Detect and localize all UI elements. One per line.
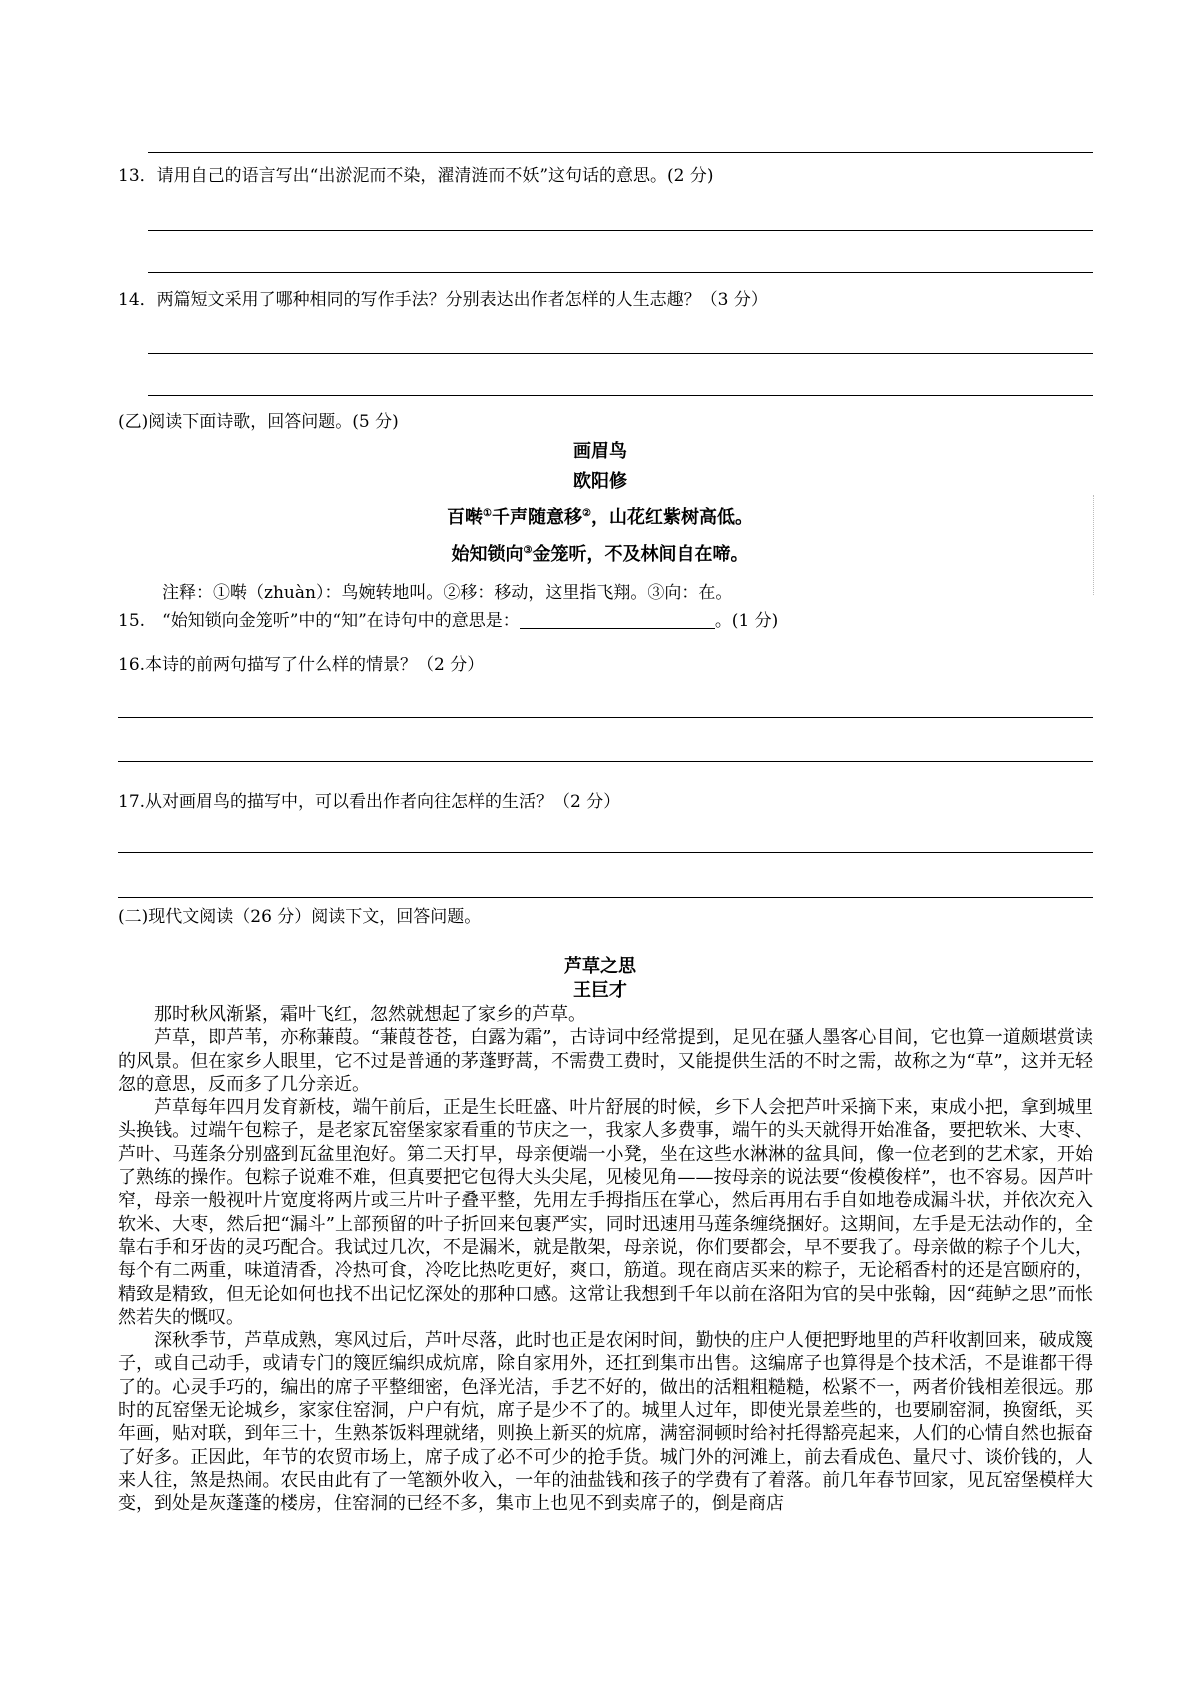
essay-paragraph: 芦草每年四月发育新枝，端午前后，正是生长旺盛、叶片舒展的时候，乡下人会把芦叶采摘下来，束成小把，拿到城里头换钱。过端午包粽子，是老家瓦窑堡家家看重的节庆之一，我家人多费事，端午的头天就得开始准备，要把软米、大枣、芦叶、马莲条分别盛到瓦盆里泡好。第二天打早，母亲便端一小凳，坐在这些水淋淋的盆具间，像一位老到的艺术家，开始了熟练的操作。包粽子说难不难，但真要把它包得大头尖尾，见棱见角——按母亲的说法要“俊模俊样”，也不容易。因芦叶窄，母亲一般视叶片宽度将两片或三片叶子叠平整，先用左手拇指压在掌心，然后再用右手自如地卷成漏斗状，并依次充入软米、大枣，然后把“漏斗”上部预留的叶子折回来包裹严实，同时迅速用马莲条缠绕捆好。这期间，左手是无法动作的，全靠右手和牙齿的灵巧配合。我试过几次，不是漏米，就是散架，母亲说，你们要都会，早不要我了。母亲做的粽子个儿大，每个有二两重，味道清香，冷热可食，冷吃比热吃更好，爽口，筋道。现在商店买来的粽子，无论稻香村的还是宫颐府的，精致是精致，但无论如何也找不出记忆深处的那种口感。这常让我想到千年以前在洛阳为官的吴中张翰，因“莼鲈之思”而怅然若失的慨叹。 [118, 1097, 1093, 1328]
answer-line [148, 272, 1093, 273]
poem-author: 欧阳修 [573, 471, 627, 492]
section-2-heading: (二)现代文阅读（26 分）阅读下文，回答问题。 [118, 907, 482, 927]
essay-paragraph: 那时秋风渐紧，霜叶飞红，忽然就想起了家乡的芦草。 [154, 1004, 586, 1025]
footnote-mark: ③ [523, 545, 533, 556]
poem-line-1 [0, 507, 1200, 529]
essay-title: 芦草之思 [564, 956, 636, 977]
question-13: 13．请用自己的语言写出“出淤泥而不染，濯清涟而不妖”这句话的意思。(2 分) [118, 166, 714, 186]
question-15-text: 15. “始知锁向金笼听”中的“知”在诗句中的意思是： [118, 611, 520, 631]
poem-line-2 [0, 544, 1200, 566]
answer-line [148, 230, 1093, 231]
answer-line [148, 395, 1093, 396]
question-17: 17.从对画眉鸟的描写中，可以看出作者向往怎样的生活？（2 分） [118, 792, 621, 812]
poem-title: 画眉鸟 [573, 441, 627, 462]
section-b-heading: (乙)阅读下面诗歌，回答问题。(5 分) [118, 412, 399, 432]
answer-line [148, 353, 1093, 354]
poem-line-1-part-c: ，山花红紫树高低。 [590, 507, 753, 528]
essay-author: 王巨才 [573, 980, 627, 1001]
answer-line [118, 761, 1093, 762]
poem-line-2-part-b: 金笼听，不及林间自在啼。 [532, 544, 749, 565]
footnote-mark: ① [483, 508, 492, 519]
poem-line-1-part-a: 百啭 [447, 507, 484, 528]
poem-line-1-part-b: 千声随意移 [492, 507, 582, 528]
question-14: 14．两篇短文采用了哪种相同的写作手法？分别表达出作者怎样的人生志趣？（3 分） [118, 290, 768, 310]
answer-line [118, 717, 1093, 718]
margin-dotted-line [1093, 495, 1094, 595]
answer-line [148, 152, 1093, 153]
poem-note: 注释：①啭（zhuàn）：鸟婉转地叫。②移：移动，这里指飞翔。③向：在。 [162, 583, 733, 603]
essay-paragraph: 芦草，即芦苇，亦称蒹葭。“蒹葭苍苍，白露为霜”，古诗词中经常提到，足见在骚人墨客心目间，它也算一道颇堪赏读的风景。但在家乡人眼里，它不过是普通的茅蓬野蒿，不需费工费时，又能提供生活的不时之需，故称之为“草”，这并无轻忽的意思，反而多了几分亲近。 [118, 1027, 1093, 1095]
answer-line [118, 897, 1093, 898]
essay-paragraph: 深秋季节，芦草成熟，寒风过后，芦叶尽落，此时也正是农闲时间，勤快的庄户人便把野地里的芦秆收割回来，破成篾子，或自己动手，或请专门的篾匠编织成炕席，除自家用外，还扛到集市出售。这编席子也算得是个技术活，不是谁都干得了的。心灵手巧的，编出的席子平整细密，色泽光洁，手艺不好的，做出的活粗粗糙糙，松紧不一，两者价钱相差很远。那时的瓦窑堡无论城乡，家家住窑洞，户户有炕，席子是少不了的。城里人过年，即使光景差些的，也要刷窑洞，换窗纸，买年画，贴对联，到年三十，生熟茶饭料理就绪，则换上新买的炕席，满窑洞顿时给衬托得豁亮起来，人们的心情自然也振奋了好多。正因此，年节的农贸市场上，席子成了必不可少的抢手货。城门外的河滩上，前去看成色、量尺寸、谈价钱的，人来人往，煞是热闹。农民由此有了一笔额外收入，一年的油盐钱和孩子的学费有了着落。前几年春节回家，见瓦窑堡模样大变，到处是灰蓬蓬的楼房，住窑洞的已经不多，集市上也见不到卖席子的，倒是商店 [118, 1330, 1093, 1515]
answer-line [118, 852, 1093, 853]
question-15 [118, 610, 778, 632]
poem-line-2-part-a: 始知锁向 [451, 544, 524, 565]
essay-body [118, 1003, 1093, 1516]
question-15-score: 。(1 分) [714, 611, 779, 631]
fill-in-blank[interactable] [520, 612, 715, 629]
question-16: 16.本诗的前两句描写了什么样的情景？（2 分） [118, 655, 485, 675]
footnote-mark: ② [582, 508, 591, 519]
